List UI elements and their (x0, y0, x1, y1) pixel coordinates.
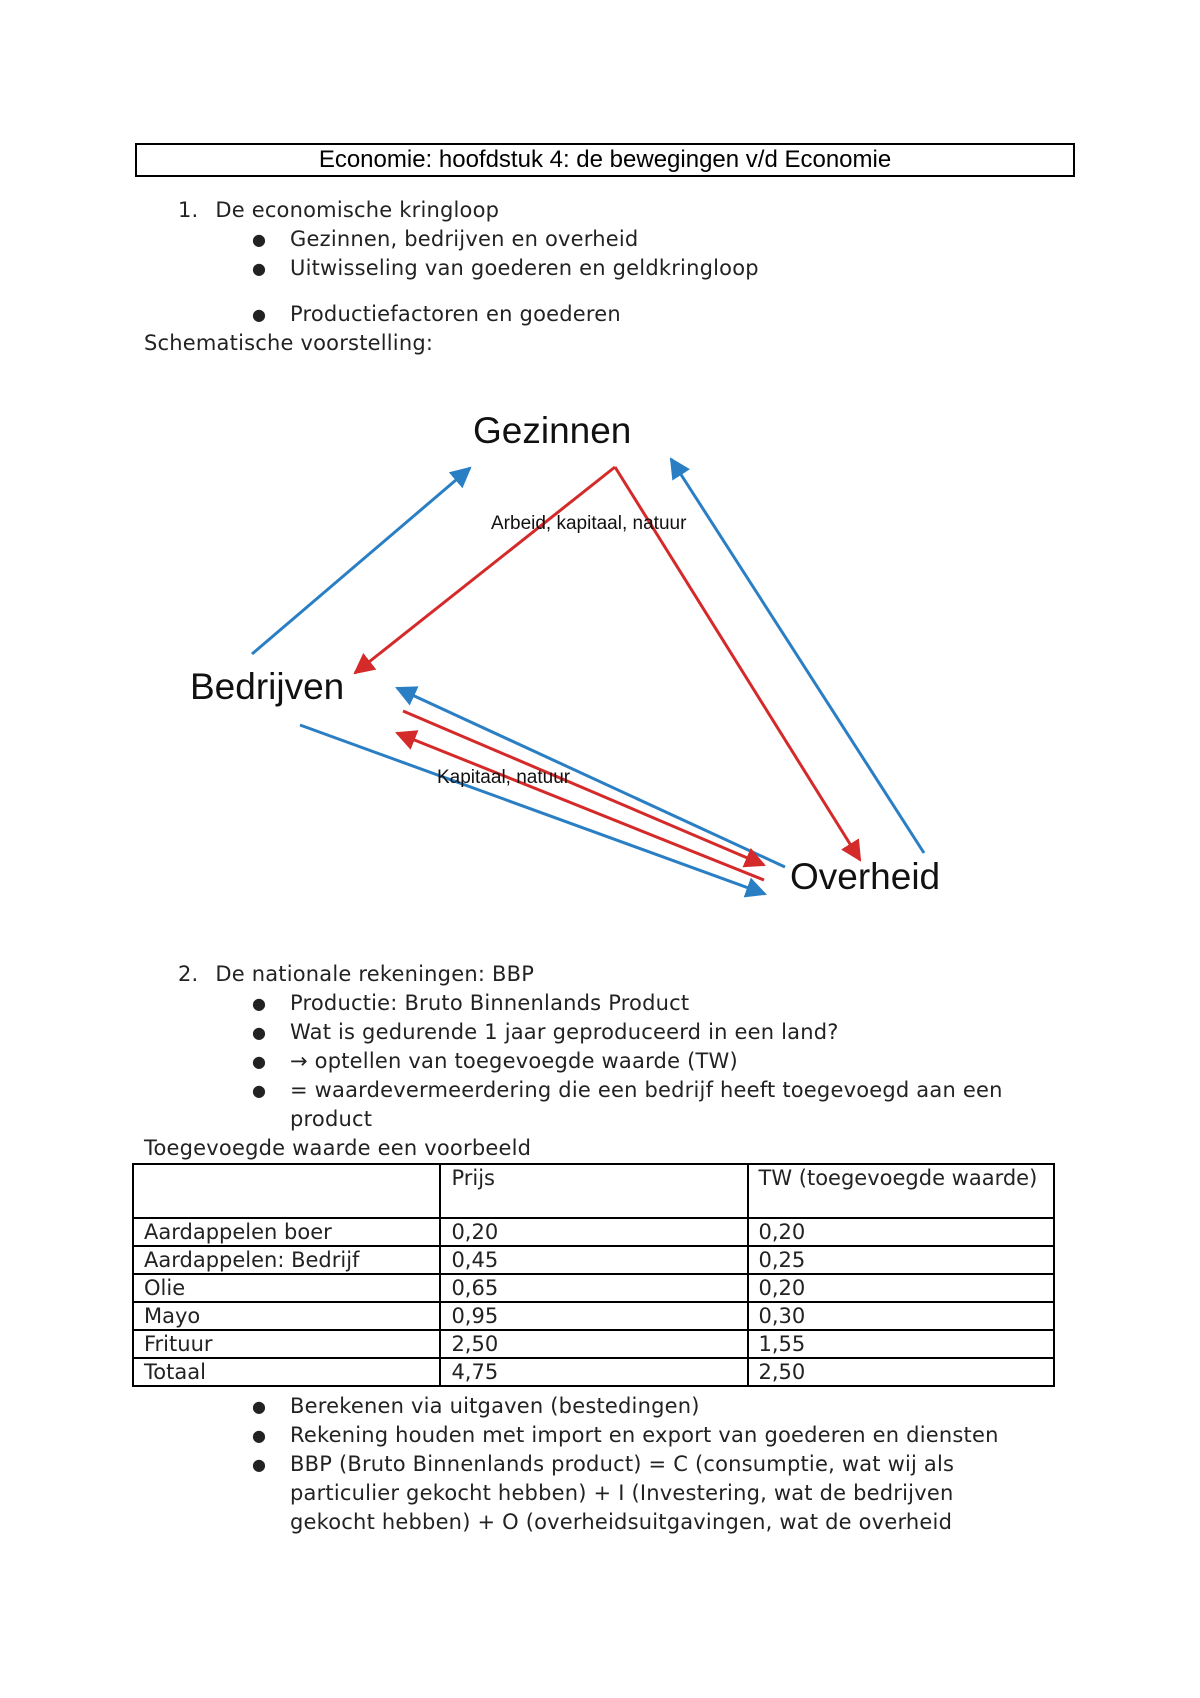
list-item: Productiefactoren en goederen (290, 302, 621, 326)
section1-heading-line (178, 198, 499, 222)
bullet-icon: ● (252, 230, 266, 249)
bullet-icon: ● (252, 1023, 266, 1042)
section1-heading: De economische kringloop (215, 198, 500, 222)
added-value-table (132, 1163, 1055, 1387)
table-cell: 2,50 (748, 1358, 1054, 1386)
table-cell: Totaal (133, 1358, 440, 1386)
bullet-icon: ● (252, 1081, 266, 1100)
table-cell: 0,30 (748, 1302, 1054, 1330)
table-cell: 0,95 (440, 1302, 747, 1330)
list-item-continuation: product (290, 1107, 373, 1131)
table-cell: 0,65 (440, 1274, 747, 1302)
list-item-continuation: particulier gekocht hebben) + I (Investering, wat de bedrijven (290, 1481, 954, 1505)
label-kapitaal-natuur: Kapitaal, natuur (437, 767, 571, 788)
node-bedrijven: Bedrijven (190, 666, 345, 707)
label-arbeid-kapitaal-natuur: Arbeid, kapitaal, natuur (491, 513, 687, 534)
list-item: Productie: Bruto Binnenlands Product (290, 991, 690, 1015)
bullet-icon: ● (252, 1426, 266, 1445)
section2-heading-line (178, 962, 534, 986)
section2-number: 2. (178, 962, 199, 986)
table-cell: 0,25 (748, 1246, 1054, 1274)
table-cell: 0,45 (440, 1246, 747, 1274)
table-row (133, 1358, 1054, 1386)
list-item: BBP (Bruto Binnenlands product) = C (consumptie, wat wij als (290, 1452, 955, 1476)
table-cell: Frituur (133, 1330, 440, 1358)
bullet-icon: ● (252, 305, 266, 324)
table-row (133, 1246, 1054, 1274)
table-caption: Toegevoegde waarde een voorbeeld (144, 1136, 532, 1160)
table-cell: 0,20 (748, 1274, 1054, 1302)
header-cell (133, 1164, 440, 1218)
bullet-icon: ● (252, 1397, 266, 1416)
section1-number: 1. (178, 198, 199, 222)
list-item: = waardevermeerdering die een bedrijf heeft toegevoegd aan een (290, 1078, 1003, 1102)
list-item: Rekening houden met import en export van goederen en diensten (290, 1423, 999, 1447)
economic-cycle-diagram (0, 380, 1200, 920)
list-item: → optellen van toegevoegde waarde (TW) (290, 1049, 738, 1073)
page-title: Economie: hoofdstuk 4: de bewegingen v/d Economie (135, 143, 1075, 177)
table-header-row (133, 1164, 1054, 1218)
bullet-icon: ● (252, 994, 266, 1013)
table-cell: 4,75 (440, 1358, 747, 1386)
bullet-icon: ● (252, 1052, 266, 1071)
table-cell: Olie (133, 1274, 440, 1302)
list-item-continuation: gekocht hebben) + O (overheidsuitgavingen, wat de overheid (290, 1510, 953, 1534)
table-cell: 0,20 (748, 1218, 1054, 1246)
table-row (133, 1330, 1054, 1358)
list-item: Berekenen via uitgaven (bestedingen) (290, 1394, 700, 1418)
diagram-arrows (0, 380, 1200, 920)
arrow-bedrijven-gezinnen (252, 468, 470, 654)
table-cell: Aardappelen boer (133, 1218, 440, 1246)
list-item: Uitwisseling van goederen en geldkringloop (290, 256, 759, 280)
node-overheid: Overheid (790, 856, 941, 897)
header-cell: Prijs (440, 1164, 747, 1218)
table-row (133, 1302, 1054, 1330)
list-item: Wat is gedurende 1 jaar geproduceerd in een land? (290, 1020, 839, 1044)
table-cell: 0,20 (440, 1218, 747, 1246)
section2-heading: De nationale rekeningen: BBP (215, 962, 535, 986)
bullet-icon: ● (252, 1455, 266, 1474)
node-gezinnen: Gezinnen (473, 410, 632, 451)
table-cell: Mayo (133, 1302, 440, 1330)
table-cell: Aardappelen: Bedrijf (133, 1246, 440, 1274)
table-cell: 2,50 (440, 1330, 747, 1358)
table-row (133, 1274, 1054, 1302)
table-cell: 1,55 (748, 1330, 1054, 1358)
list-item: Gezinnen, bedrijven en overheid (290, 227, 639, 251)
arrow-overheid-bedrijven-red (397, 733, 764, 880)
table-row (133, 1218, 1054, 1246)
schema-label: Schematische voorstelling: (144, 331, 434, 355)
header-cell: TW (toegevoegde waarde) (748, 1164, 1054, 1218)
arrow-gezinnen-bedrijven (355, 467, 615, 673)
bullet-icon: ● (252, 259, 266, 278)
arrow-overheid-gezinnen (671, 459, 924, 853)
